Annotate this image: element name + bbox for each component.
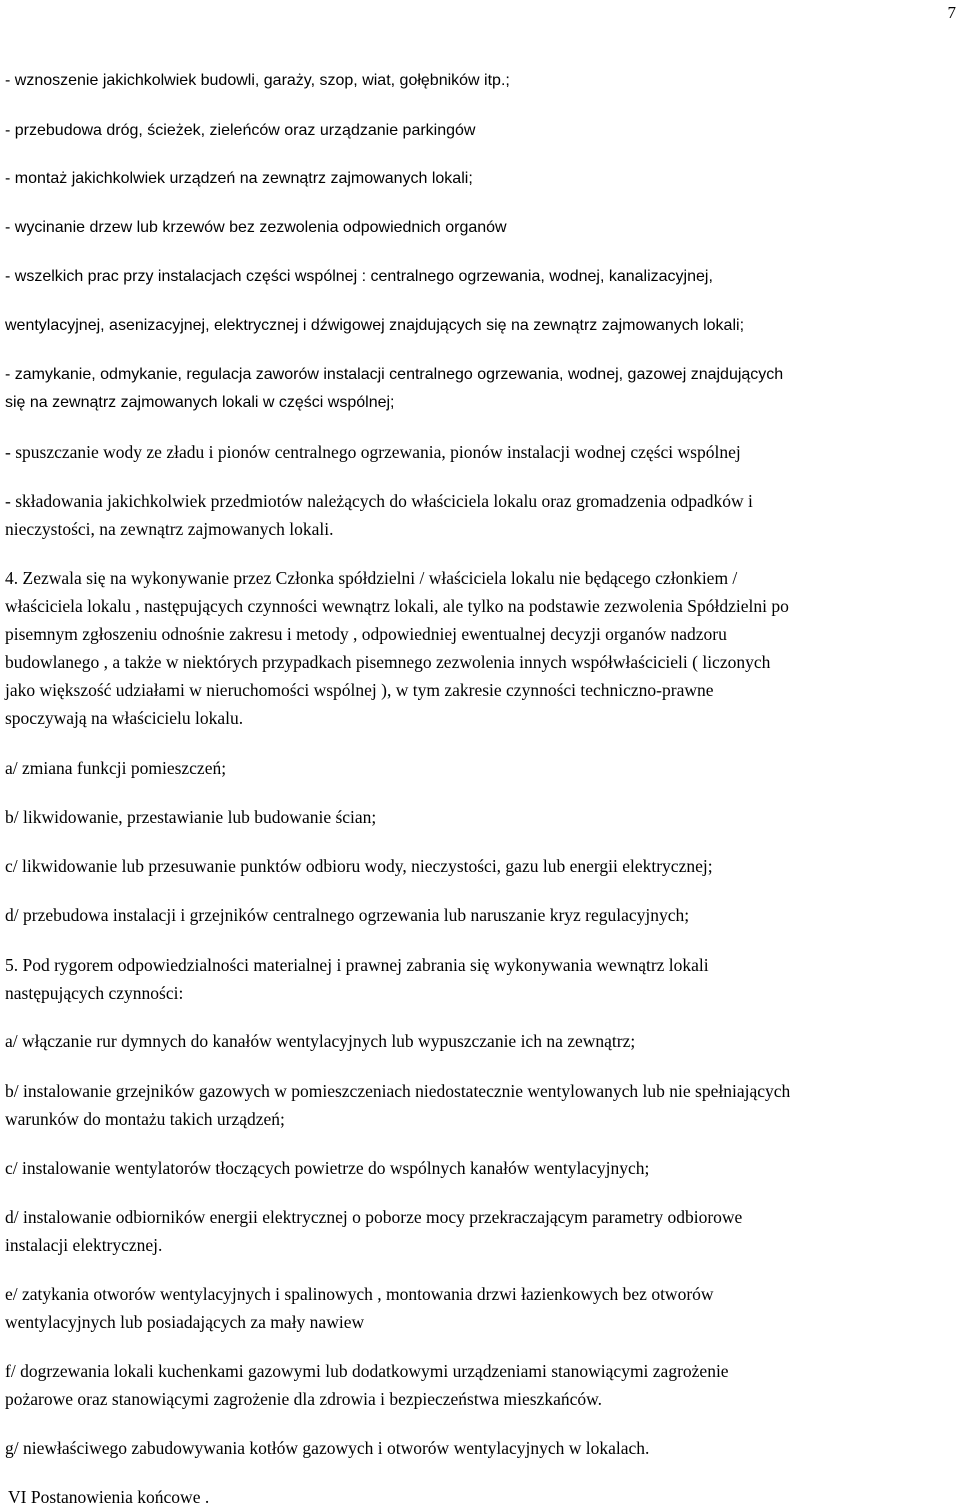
section-5-item-a: a/ włączanie rur dymnych do kanałów wentylacyjnych lub wypuszczanie ich na zewnątrz;	[5, 1031, 636, 1051]
list-item-continuation: się na zewnątrz zajmowanych lokali w części wspólnej;	[5, 394, 395, 411]
list-item-continuation: nieczystości, na zewnątrz zajmowanych lokali.	[5, 519, 334, 539]
list-item: - wszelkich prac przy instalacjach części wspólnej : centralnego ogrzewania, wodnej, kanalizacyjnej,	[5, 268, 713, 285]
list-item: - wycinanie drzew lub krzewów bez zezwolenia odpowiednich organów	[5, 219, 507, 236]
section-4-item-c: c/ likwidowanie lub przesuwanie punktów odbioru wody, nieczystości, gazu lub energii elektrycznej;	[5, 856, 713, 876]
page-number: 7	[947, 3, 956, 22]
section-4-item-a: a/ zmiana funkcji pomieszczeń;	[5, 758, 227, 778]
section-heading: VI Postanowienia końcowe .	[8, 1487, 210, 1507]
section-5-item-c: c/ instalowanie wentylatorów tłoczących powietrze do wspólnych kanałów wentylacyjnych;	[5, 1158, 650, 1178]
section-5-item-g: g/ niewłaściwego zabudowywania kotłów gazowych i otworów wentylacyjnych w lokalach.	[5, 1438, 650, 1458]
list-item: - składowania jakichkolwiek przedmiotów należących do właściciela lokalu oraz gromadzenia odpadków i	[5, 491, 753, 511]
section-4-paragraph: spoczywają na właścicielu lokalu.	[5, 708, 244, 728]
section-4-paragraph: właściciela lokalu , następujących czynności wewnątrz lokali, ale tylko na podstawie zezwolenia Spółdzielni po	[5, 596, 789, 616]
section-5-item-e-continuation: wentylacyjnych lub posiadających za mały nawiew	[5, 1312, 365, 1332]
section-4-paragraph: jako większość udziałami w nieruchomości wspólnej ), w tym zakresie czynności techniczno-prawne	[5, 680, 714, 700]
list-item: - przebudowa dróg, ścieżek, zieleńców oraz urządzanie parkingów	[5, 122, 476, 139]
list-item: - zamykanie, odmykanie, regulacja zaworów instalacji centralnego ogrzewania, wodnej, gazowej znajdujących	[5, 366, 784, 383]
section-5-item-f: f/ dogrzewania lokali kuchenkami gazowymi lub dodatkowymi urządzeniami stanowiącymi zagrożenie	[5, 1361, 729, 1381]
section-5-item-e: e/ zatykania otworów wentylacyjnych i spalinowych , montowania drzwi łazienkowych bez otworów	[5, 1284, 714, 1304]
section-5-paragraph: następujących czynności:	[5, 983, 184, 1003]
list-item: - montaż jakichkolwiek urządzeń na zewnątrz zajmowanych lokali;	[5, 170, 473, 187]
section-5-item-b: b/ instalowanie grzejników gazowych w pomieszczeniach niedostatecznie wentylowanych lub nie spełniających	[5, 1081, 791, 1101]
section-5-item-d-continuation: instalacji elektrycznej.	[5, 1235, 163, 1255]
section-5-item-d: d/ instalowanie odbiorników energii elektrycznej o poborze mocy przekraczającym parametry odbiorowe	[5, 1207, 743, 1227]
list-item-continuation: wentylacyjnej, asenizacyjnej, elektrycznej i dźwigowej znajdujących się na zewnątrz zajmowanych lokali;	[5, 317, 745, 334]
list-item: - wznoszenie jakichkolwiek budowli, garaży, szop, wiat, gołębników itp.;	[5, 72, 510, 89]
section-4-paragraph: pisemnym zgłoszeniu odnośnie zakresu i metody , odpowiedniej ewentualnej decyzji organów nadzoru	[5, 624, 727, 644]
section-4-paragraph: budowlanego , a także w niektórych przypadkach pisemnego zezwolenia innych współwłaścicieli ( liczonych	[5, 652, 771, 672]
section-4-paragraph: 4. Zezwala się na wykonywanie przez Członka spółdzielni / właściciela lokalu nie będącego członkiem /	[5, 568, 738, 588]
section-5-item-b-continuation: warunków do montażu takich urządzeń;	[5, 1109, 285, 1129]
list-item: - spuszczanie wody ze zładu i pionów centralnego ogrzewania, pionów instalacji wodnej części wspólnej	[5, 442, 741, 462]
section-5-paragraph: 5. Pod rygorem odpowiedzialności materialnej i prawnej zabrania się wykonywania wewnątrz lokali	[5, 955, 709, 975]
section-5-item-f-continuation: pożarowe oraz stanowiącymi zagrożenie dla zdrowia i bezpieczeństwa mieszkańców.	[5, 1389, 602, 1409]
section-4-item-d: d/ przebudowa instalacji i grzejników centralnego ogrzewania lub naruszanie kryz regulacyjnych;	[5, 905, 690, 925]
section-4-item-b: b/ likwidowanie, przestawianie lub budowanie ścian;	[5, 807, 377, 827]
